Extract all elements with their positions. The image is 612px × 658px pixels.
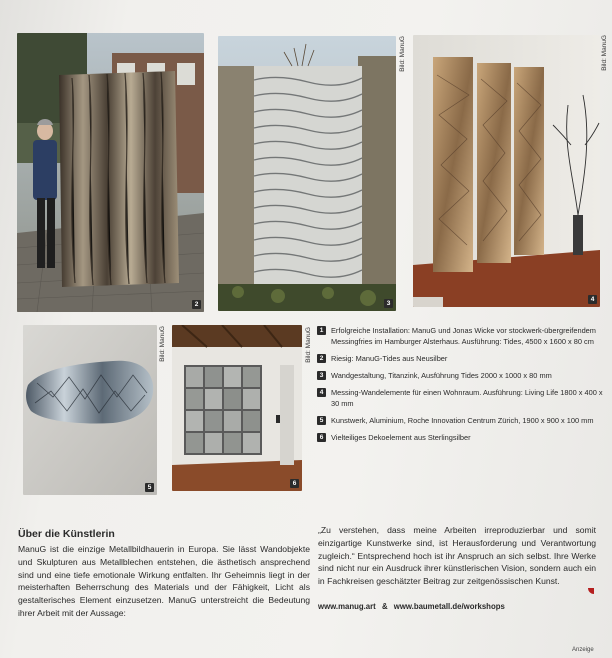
caption-text: Erfolgreiche Installation: ManuG und Jonas Wicke vor stockwerk-übergreifendem Messingfries im Hamburger Alsterhaus. Ausführung: Tides, 4500 x 1600 x 80 cm	[331, 326, 596, 346]
end-mark	[588, 588, 594, 594]
caption-number: 1	[317, 326, 326, 335]
caption-item	[317, 432, 607, 443]
photo-titanzink-wall	[218, 36, 396, 311]
photo-credit: Bild: ManuG	[601, 35, 608, 71]
article-body-left: ManuG ist die einzige Metallbildhauerin in Europa. Sie lässt Wandobjekte und Skulpturen aus Metallblechen entstehen, die ästhetisch ansprechend sind und eine tiefe emotionale Wirkung entfalten. Ihr Geheimnis liegt in der meisterhaften Beherrschung des Materials und der Fähigkeit, Licht als gestalterisches Element einzusetzen. ManuG unterstreicht die Bedeutung ihrer Arbeit mit der Aussage:	[18, 544, 310, 618]
caption-number: 5	[317, 416, 326, 425]
caption-item	[317, 387, 607, 409]
photo-aluminium-artwork-image	[23, 325, 157, 495]
link-separator: &	[381, 602, 388, 611]
photo-titanzink-wall-image	[218, 36, 396, 311]
article-links	[318, 602, 505, 611]
photo-artist-neusilber	[17, 33, 204, 312]
photo-brass-living-room-image	[413, 35, 600, 307]
caption-list	[317, 325, 607, 449]
caption-item	[317, 370, 607, 381]
caption-item	[317, 415, 607, 426]
article-heading: Über die Künstlerin	[18, 528, 115, 540]
caption-number: 3	[317, 371, 326, 380]
photo-number-badge: 5	[145, 483, 154, 492]
photo-number-badge: 4	[588, 295, 597, 304]
caption-number: 4	[317, 388, 326, 397]
photo-sterling-silver-decor-image	[172, 325, 302, 491]
photo-sterling-silver-decor	[172, 325, 302, 491]
caption-item	[317, 325, 607, 347]
photo-artist-neusilber-image	[17, 33, 204, 312]
caption-text: Riesig: ManuG-Tides aus Neusilber	[331, 354, 448, 363]
photo-number-badge: 6	[290, 479, 299, 488]
photo-aluminium-artwork	[23, 325, 157, 495]
advertisement-label: Anzeige	[572, 647, 594, 653]
caption-text: Wandgestaltung, Titanzink, Ausführung Tides 2000 x 1000 x 80 mm	[331, 371, 552, 380]
link-baumetall[interactable]: www.baumetall.de/workshops	[393, 602, 505, 611]
caption-text: Messing-Wandelemente für einen Wohnraum. Ausführung: Living Life 1800 x 400 x 30 mm	[331, 388, 603, 408]
link-manug[interactable]: www.manug.art	[318, 602, 376, 611]
caption-number: 2	[317, 354, 326, 363]
article-body-right: „Zu verstehen, dass meine Arbeiten irreproduzierbar und somit einzigartige Kunstwerke sind, ist Herausforderung und Verantwortung zugleich.“ Entsprechend hoch ist ihr Anspruch an sich selbst. Ihre Werke sind nicht nur ein Ausdruck ihrer künstlerischen Vision, sondern auch ein in Fachkreisen geschätzter Beitrag zur zeitgenössischen Kunst.	[318, 525, 596, 587]
caption-text: Kunstwerk, Aluminium, Roche Innovation Centrum Zürich, 1900 x 900 x 100 mm	[331, 416, 594, 425]
photo-credit: Bild: ManuG	[159, 326, 166, 362]
photo-number-badge: 2	[192, 300, 201, 309]
caption-text: Vielteiliges Dekoelement aus Sterlingsilber	[331, 433, 471, 442]
photo-brass-living-room	[413, 35, 600, 307]
photo-credit: Bild: ManuG	[399, 36, 406, 72]
caption-number: 6	[317, 433, 326, 442]
caption-item	[317, 353, 607, 364]
photo-credit: Bild: ManuG	[305, 327, 312, 363]
photo-number-badge: 3	[384, 299, 393, 308]
